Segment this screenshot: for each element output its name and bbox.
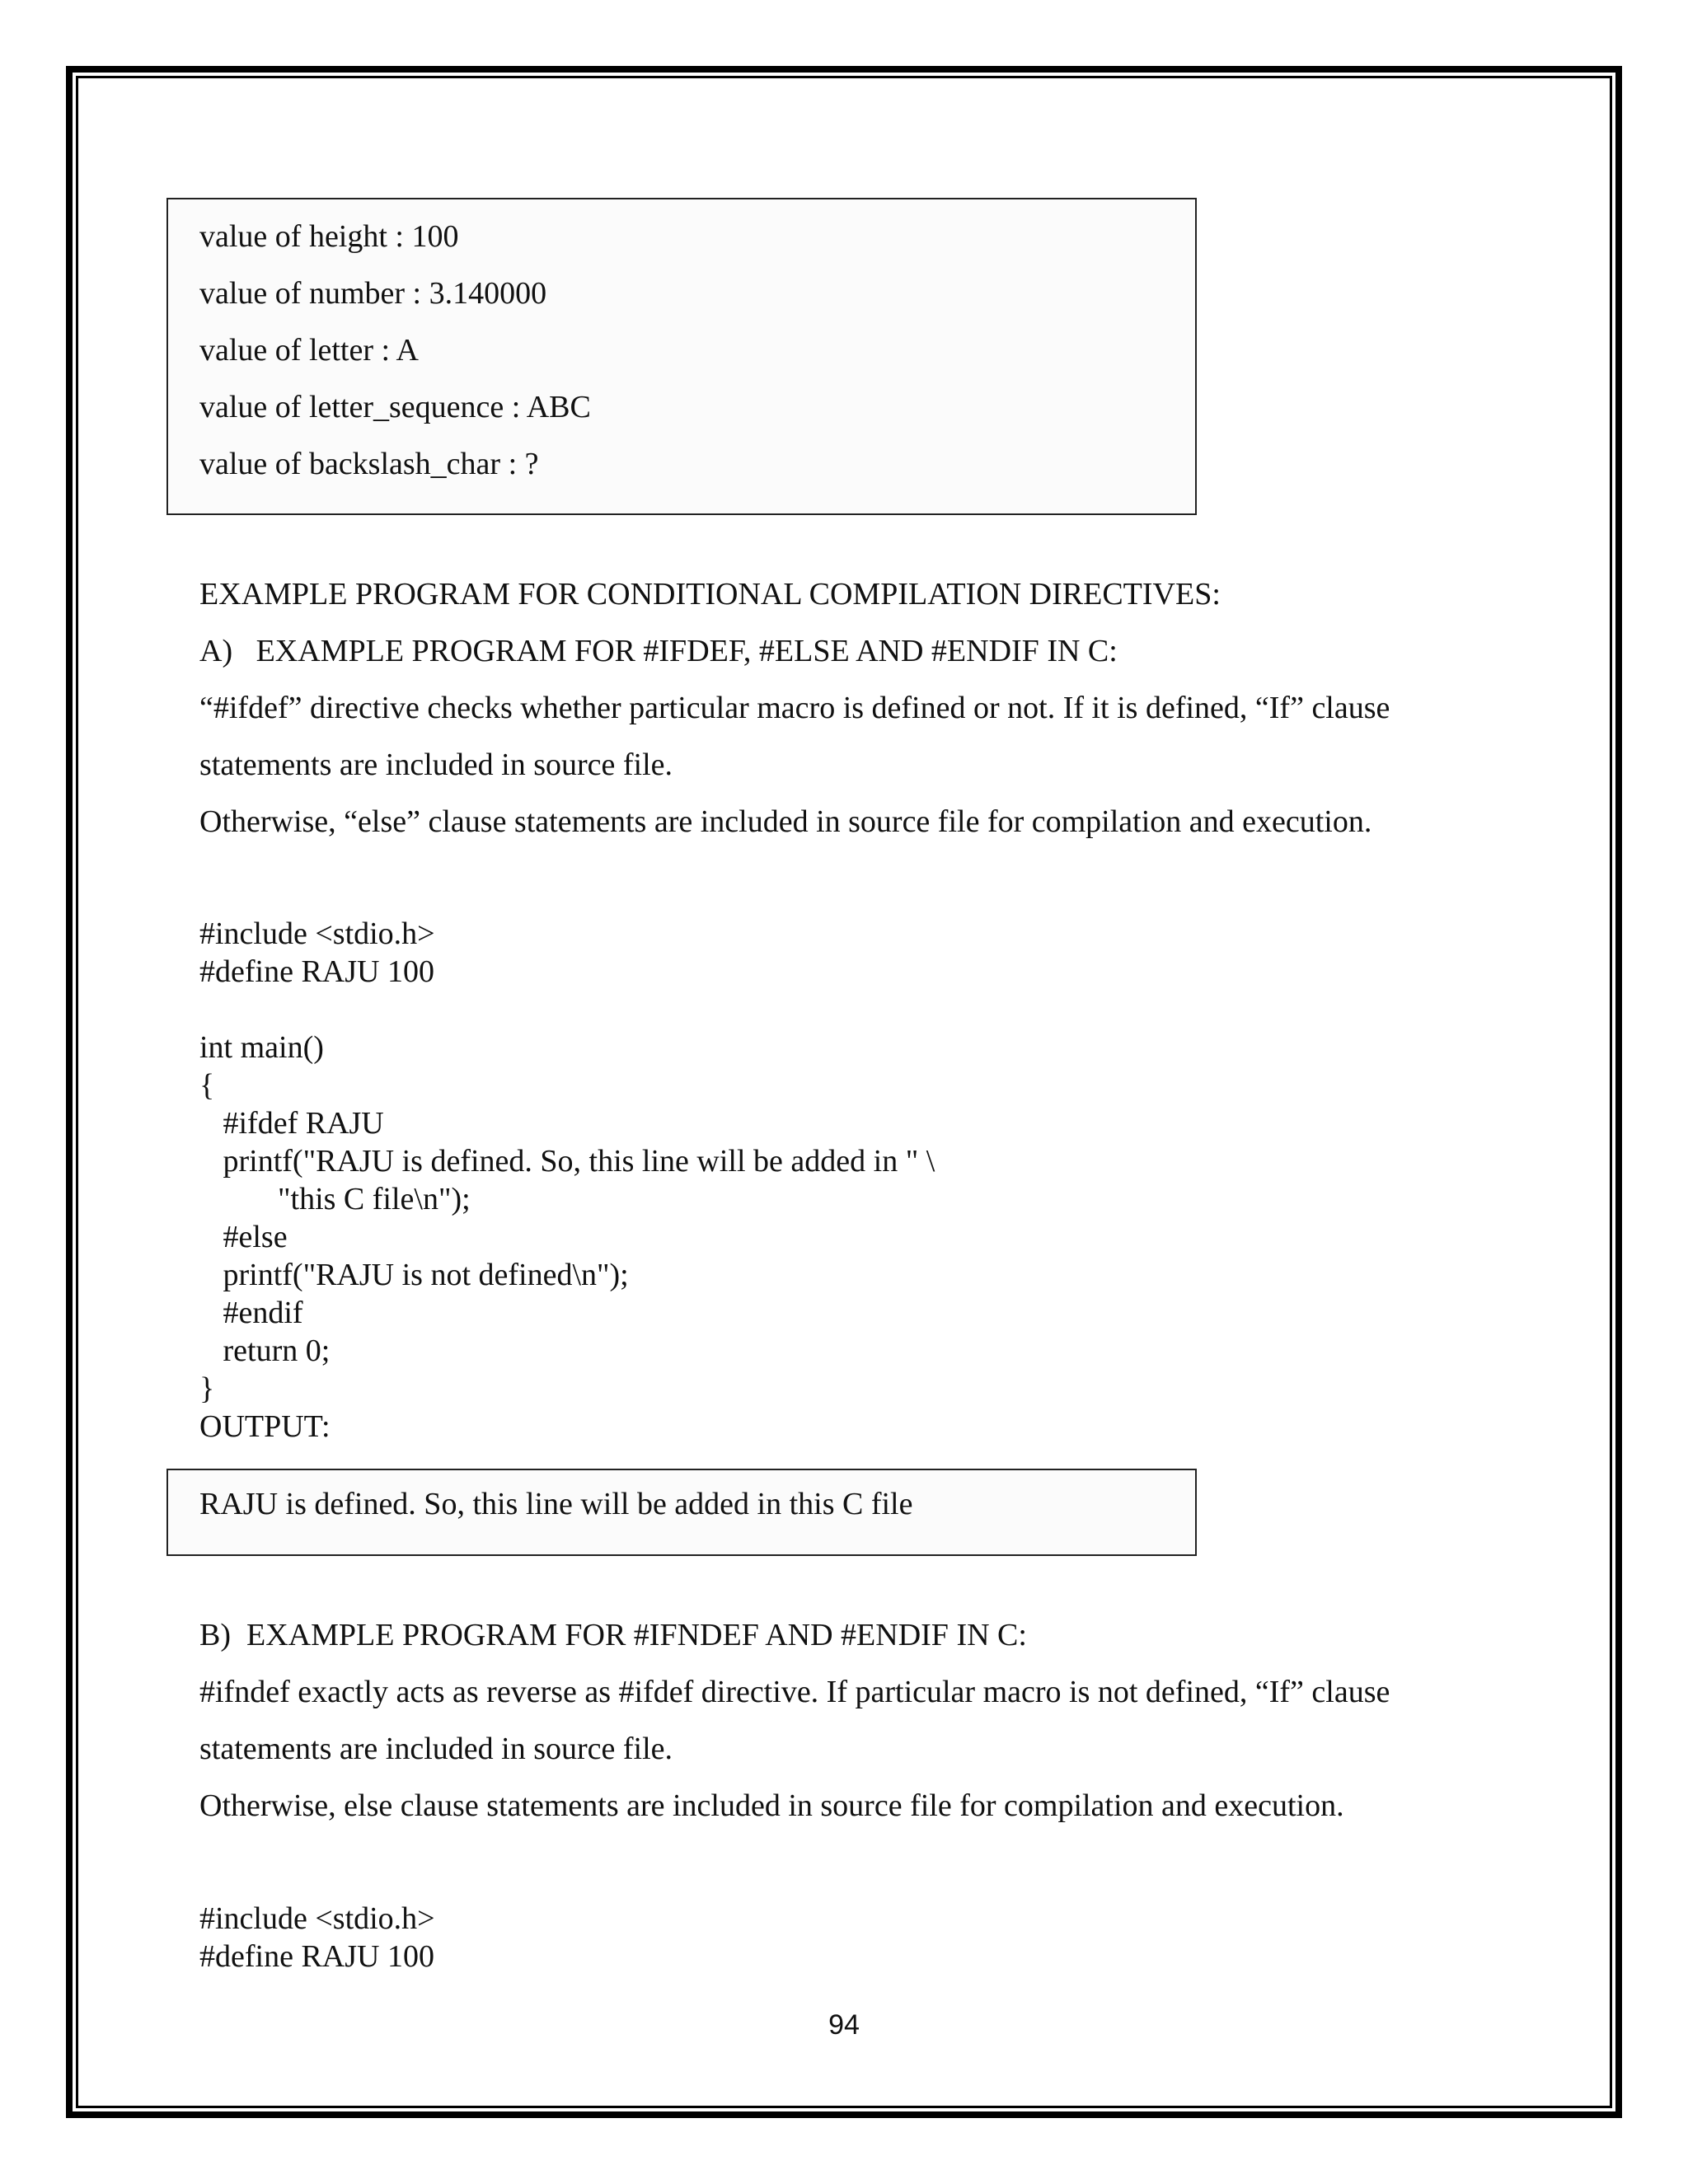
paragraph-line: statements are included in source file. <box>199 1732 673 1766</box>
code-line: return 0; <box>199 1333 331 1368</box>
section-heading: EXAMPLE PROGRAM FOR CONDITIONAL COMPILATION DIRECTIVES: <box>199 577 1221 612</box>
output-line: value of letter_sequence : ABC <box>199 390 591 424</box>
code-line: "this C file\n"); <box>199 1182 471 1216</box>
subheading-a: A) EXAMPLE PROGRAM FOR #IFDEF, #ELSE AND #ENDIF IN C: <box>199 634 1118 668</box>
paragraph-line: #ifndef exactly acts as reverse as #ifdef directive. If particular macro is not defined, “If” clause <box>199 1675 1390 1709</box>
output-line: value of backslash_char : ? <box>199 447 539 481</box>
page-number: 94 <box>828 2009 860 2041</box>
paragraph-line: Otherwise, “else” clause statements are included in source file for compilation and execution. <box>199 804 1372 839</box>
code-line: } <box>199 1371 215 1406</box>
code-line: #include <stdio.h> <box>199 1901 435 1936</box>
code-line: #ifdef RAJU <box>199 1106 384 1141</box>
code-line: #else <box>199 1220 288 1254</box>
subheading-b: B) EXAMPLE PROGRAM FOR #IFNDEF AND #ENDIF IN C: <box>199 1618 1027 1652</box>
code-line: #define RAJU 100 <box>199 954 434 989</box>
paragraph-line: statements are included in source file. <box>199 748 673 782</box>
code-line: #endif <box>199 1296 303 1330</box>
output-line: value of number : 3.140000 <box>199 276 547 311</box>
code-line: printf("RAJU is defined. So, this line will be added in " \ <box>199 1144 935 1179</box>
code-line: int main() <box>199 1030 324 1065</box>
output-text: RAJU is defined. So, this line will be added in this C file <box>199 1487 913 1521</box>
code-line: #include <stdio.h> <box>199 916 435 951</box>
code-line: { <box>199 1068 215 1103</box>
code-line: #define RAJU 100 <box>199 1939 434 1974</box>
output-line: value of height : 100 <box>199 219 459 254</box>
paragraph-line: “#ifdef” directive checks whether particular macro is defined or not. If it is defined, “If” clause <box>199 691 1390 725</box>
code-line: printf("RAJU is not defined\n"); <box>199 1258 629 1292</box>
output-label: OUTPUT: <box>199 1409 331 1444</box>
paragraph-line: Otherwise, else clause statements are included in source file for compilation and execution. <box>199 1788 1344 1823</box>
output-line: value of letter : A <box>199 333 419 368</box>
